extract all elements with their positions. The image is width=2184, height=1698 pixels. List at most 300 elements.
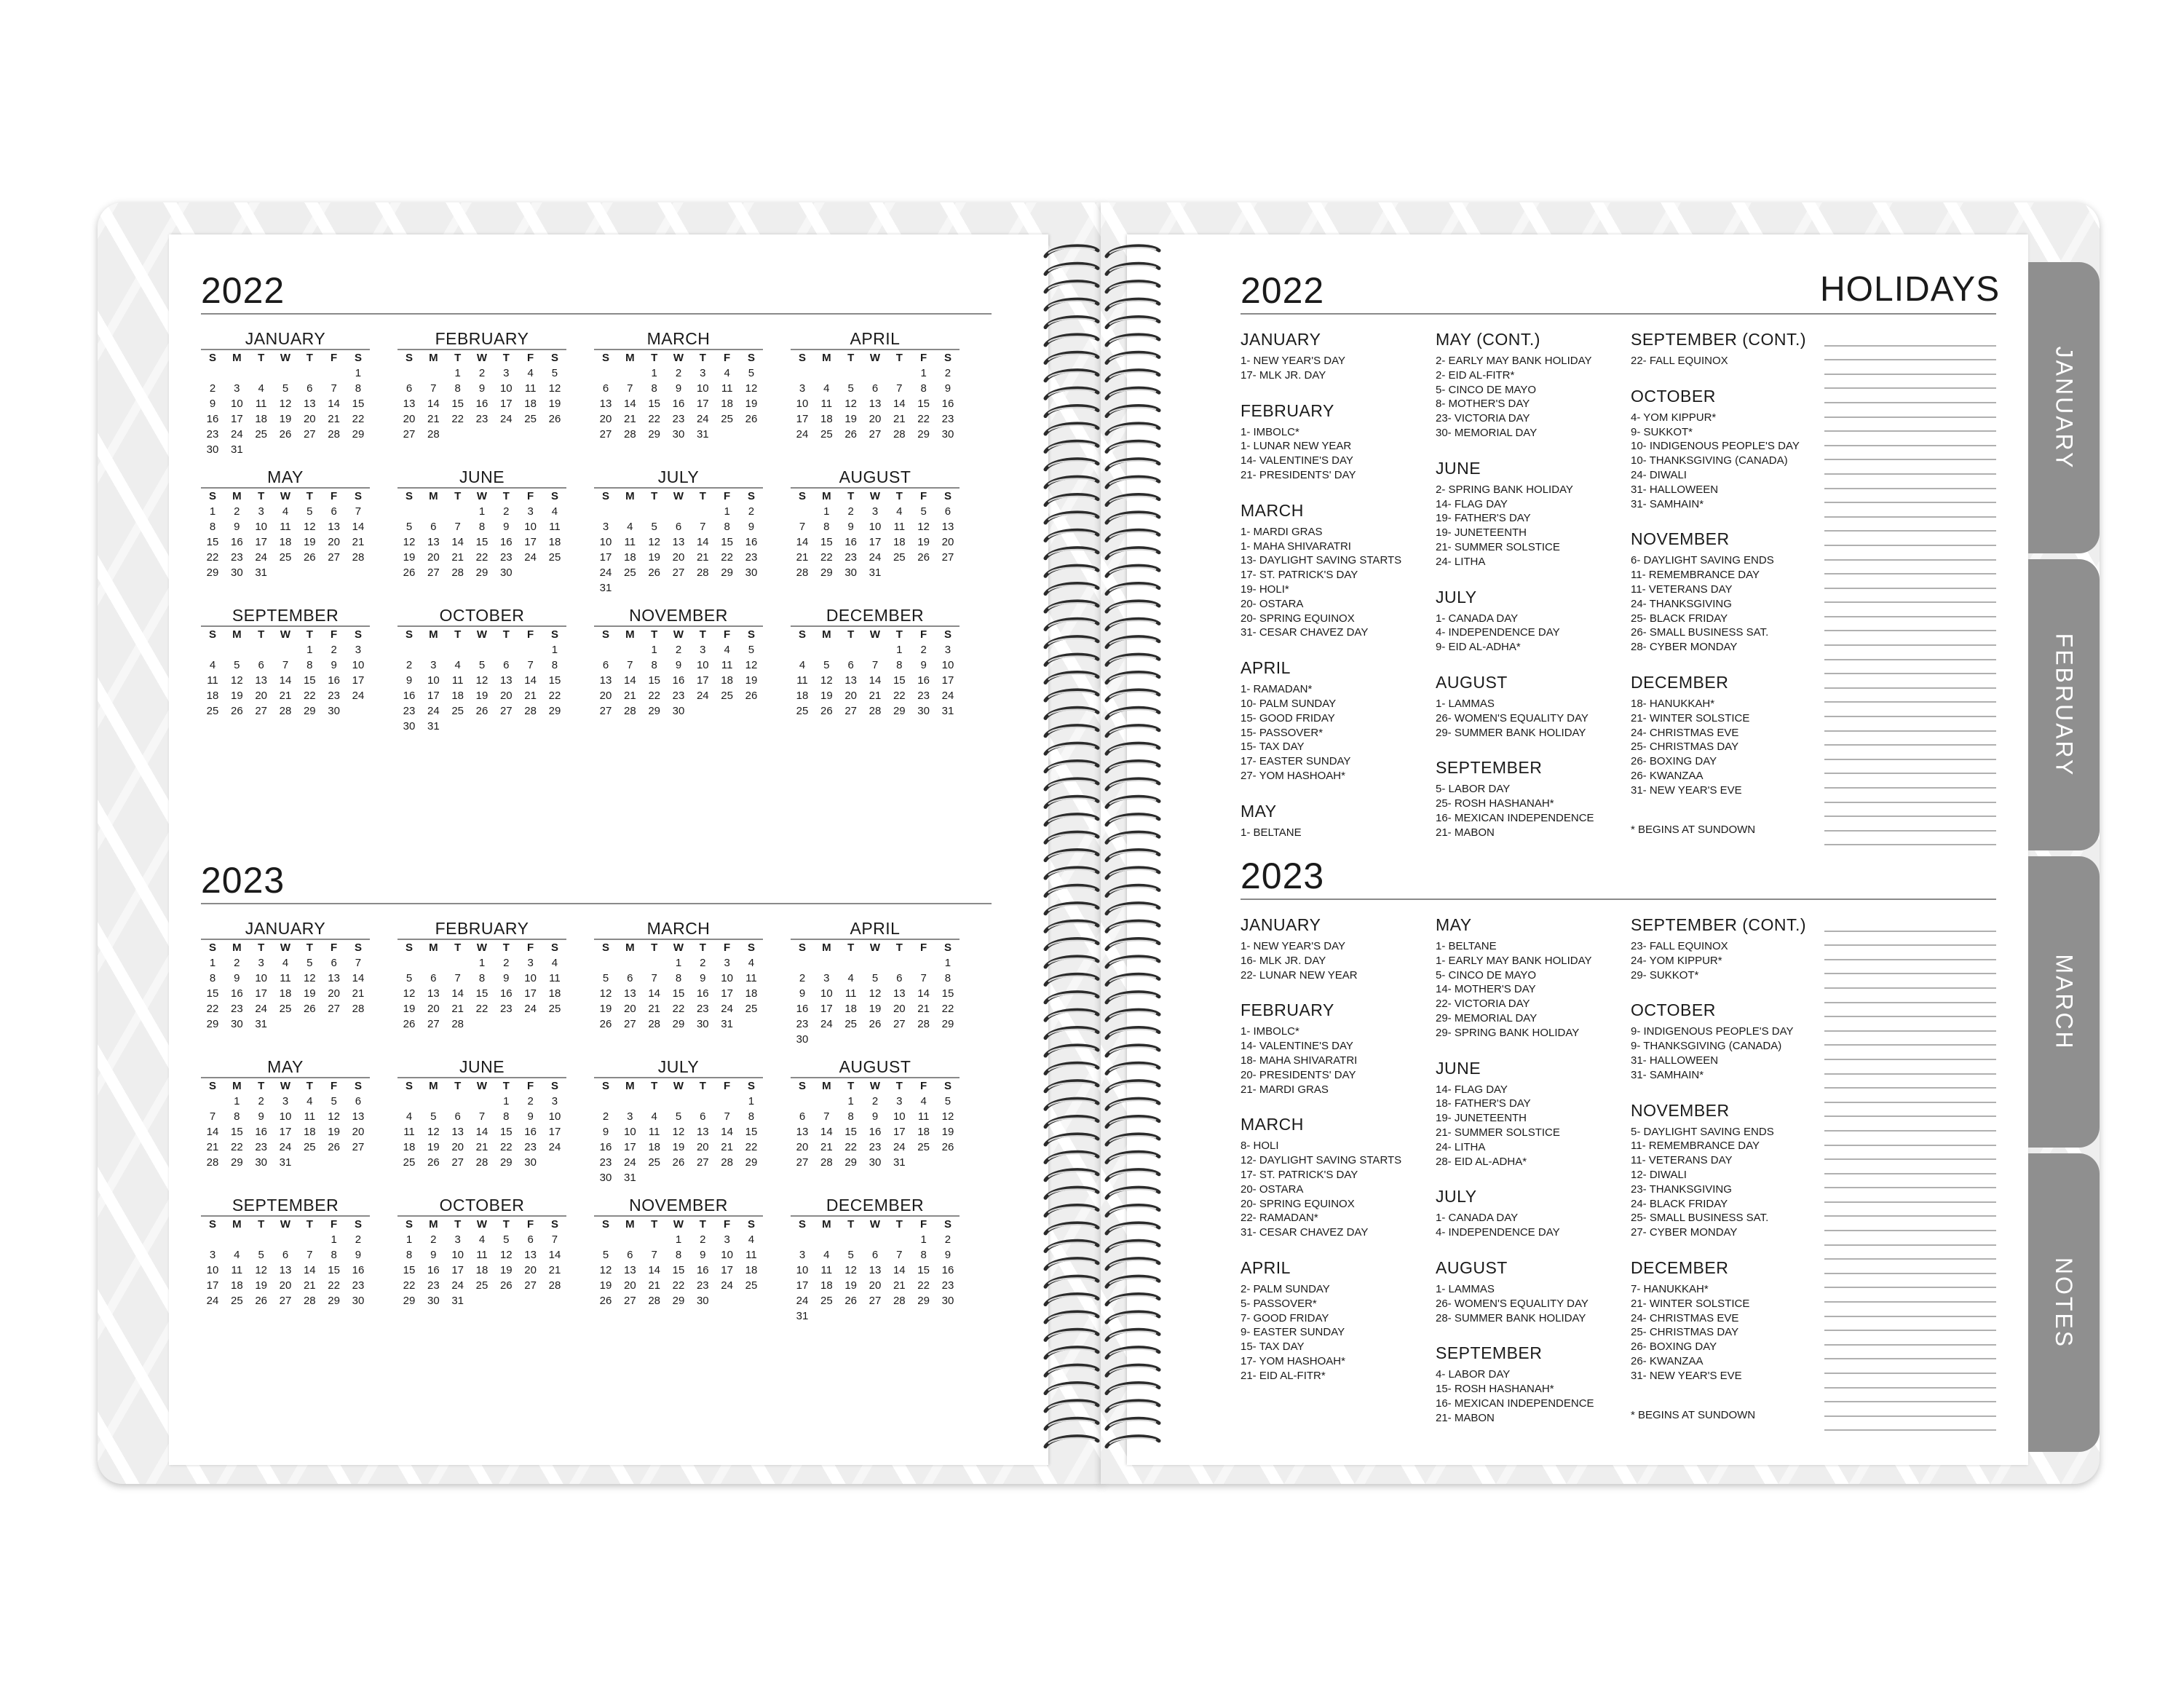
writing-line xyxy=(1824,418,1996,433)
day-number: 22 xyxy=(352,413,365,425)
tab-january[interactable] xyxy=(2028,262,2100,553)
day-number: 2 xyxy=(503,957,510,969)
day-number xyxy=(890,366,908,381)
holiday-item: 2- SPRING BANK HOLIDAY xyxy=(1436,483,1573,496)
writing-line xyxy=(1824,1032,1996,1046)
day-number: 4 xyxy=(306,1095,313,1107)
day-number xyxy=(400,1094,418,1109)
day-number: 23 xyxy=(403,705,416,717)
day-number: 30 xyxy=(427,1295,440,1307)
day-number: 1 xyxy=(454,367,461,379)
day-number: 24 xyxy=(255,551,267,564)
weekday-letter: W xyxy=(476,1080,488,1092)
day-number: 24 xyxy=(893,1141,906,1153)
holiday-item: 2- EID AL-FITR* xyxy=(1436,368,1515,382)
day-number: 13 xyxy=(844,674,857,687)
day-number: 10 xyxy=(696,382,709,395)
day-number: 22 xyxy=(820,551,833,564)
weekday-letter: W xyxy=(476,941,488,954)
holiday-item: 19- HOLI* xyxy=(1241,583,1289,596)
day-number: 24 xyxy=(255,1003,267,1015)
day-number: 1 xyxy=(331,1233,337,1246)
weekday-header xyxy=(594,350,763,366)
day-number: 7 xyxy=(209,1110,216,1123)
tab-march[interactable] xyxy=(2028,856,2100,1148)
holiday-month-heading: AUGUST xyxy=(1436,1257,1508,1277)
day-number: 21 xyxy=(796,551,809,564)
day-number: 6 xyxy=(430,972,437,984)
day-number: 9 xyxy=(331,659,337,671)
weekday-letter: T xyxy=(258,628,265,641)
day-number: 29 xyxy=(820,566,833,579)
day-number: 17 xyxy=(427,690,440,702)
day-number: 22 xyxy=(206,551,219,564)
day-number: 22 xyxy=(403,1279,416,1292)
day-number: 21 xyxy=(206,1141,219,1153)
writing-line xyxy=(1824,1003,1996,1018)
week-row xyxy=(791,1247,960,1263)
holiday-item: 21- SUMMER SOLSTICE xyxy=(1436,1126,1560,1139)
day-number: 20 xyxy=(623,1003,636,1015)
day-number: 27 xyxy=(427,566,440,579)
day-number: 19 xyxy=(917,536,930,548)
holiday-group xyxy=(1436,672,1625,740)
day-number xyxy=(670,580,687,596)
day-number: 5 xyxy=(478,659,486,671)
day-number xyxy=(621,580,638,596)
week-row xyxy=(201,1094,370,1109)
day-number: 14 xyxy=(475,1126,488,1138)
day-number: 30 xyxy=(672,428,685,441)
month-name: FEBRUARY xyxy=(397,919,566,940)
day-number: 2 xyxy=(234,505,240,518)
weekday-letter: S xyxy=(550,1218,558,1231)
holiday-item: 13- DAYLIGHT SAVING STARTS xyxy=(1241,554,1402,567)
week-row xyxy=(397,519,566,534)
day-number: 30 xyxy=(499,566,513,579)
day-number: 19 xyxy=(303,536,316,548)
day-number: 24 xyxy=(721,1003,733,1015)
day-number: 10 xyxy=(796,1264,809,1276)
week-row xyxy=(201,1278,370,1293)
day-number: 20 xyxy=(451,1141,464,1153)
day-number: 3 xyxy=(258,505,264,518)
writing-line xyxy=(1824,1146,1996,1161)
day-number xyxy=(694,1170,711,1185)
day-number: 26 xyxy=(303,551,316,564)
holiday-item: 1- MAHA SHIVARATRI xyxy=(1241,540,1351,553)
day-number: 28 xyxy=(893,1295,906,1307)
day-number xyxy=(743,703,760,719)
holiday-item: 26- KWANZAA xyxy=(1631,1354,1704,1367)
day-number: 1 xyxy=(209,505,216,518)
day-number: 1 xyxy=(920,367,927,379)
day-number: 18 xyxy=(745,987,758,1000)
day-number: 29 xyxy=(672,1018,685,1030)
weekday-letter: S xyxy=(208,352,216,364)
holiday-item: 30- MEMORIAL DAY xyxy=(1436,426,1538,439)
weekday-letter: T xyxy=(895,1080,903,1092)
spiral-binding xyxy=(1040,240,1171,1464)
holiday-month-heading: JULY xyxy=(1436,1187,1477,1207)
day-number: 7 xyxy=(478,1110,486,1123)
day-number: 16 xyxy=(796,1003,809,1015)
holiday-item: 1- IMBOLC* xyxy=(1241,425,1299,438)
day-number: 4 xyxy=(454,659,461,671)
week-row xyxy=(201,381,370,396)
holiday-item: 16- MLK JR. DAY xyxy=(1241,954,1326,967)
weekday-letter: M xyxy=(822,1080,831,1092)
day-number: 28 xyxy=(352,551,365,564)
day-number: 7 xyxy=(355,957,362,969)
tab-notes[interactable] xyxy=(2028,1153,2100,1452)
writing-line xyxy=(1824,446,1996,461)
holiday-month-heading: MAY (CONT.) xyxy=(1436,330,1540,349)
week-row xyxy=(397,1140,566,1155)
weekday-header xyxy=(201,940,370,955)
day-number: 19 xyxy=(745,398,758,410)
month-name: JUNE xyxy=(397,1057,566,1078)
day-number xyxy=(277,642,294,658)
day-number: 6 xyxy=(405,382,413,395)
writing-line xyxy=(1824,774,1996,789)
day-number xyxy=(253,642,270,658)
day-number: 25 xyxy=(524,413,537,425)
day-number: 3 xyxy=(527,505,534,518)
holiday-month-heading: MARCH xyxy=(1241,1115,1304,1134)
weekday-letter: T xyxy=(651,941,658,954)
day-number: 8 xyxy=(478,521,486,533)
week-row xyxy=(791,396,960,411)
day-number: 10 xyxy=(451,1249,464,1261)
day-number: 8 xyxy=(920,382,927,395)
holiday-item: 24- LITHA xyxy=(1436,1140,1486,1153)
day-number: 12 xyxy=(328,1110,340,1123)
weekday-letter: T xyxy=(454,352,462,364)
holiday-item: 21- SUMMER SOLSTICE xyxy=(1436,540,1560,553)
day-number: 5 xyxy=(282,382,289,395)
day-number: 11 xyxy=(207,674,218,687)
day-number: 21 xyxy=(696,551,709,564)
day-number xyxy=(719,1170,736,1185)
holiday-item: 24- CHRISTMAS EVE xyxy=(1631,1311,1739,1324)
day-number xyxy=(424,1094,442,1109)
holiday-group xyxy=(1436,1058,1625,1169)
day-number xyxy=(670,1170,687,1185)
week-row xyxy=(397,1247,566,1263)
day-number: 3 xyxy=(871,505,879,518)
day-number: 1 xyxy=(748,1095,755,1107)
day-number xyxy=(842,1032,860,1047)
month-name: SEPTEMBER xyxy=(201,1196,370,1217)
writing-lines xyxy=(1824,332,1996,845)
day-number: 3 xyxy=(896,1095,903,1107)
day-number: 16 xyxy=(696,987,709,1000)
day-number: 9 xyxy=(209,398,216,410)
holiday-item: 26- WOMEN'S EQUALITY DAY xyxy=(1436,711,1588,724)
holiday-item: 4- YOM KIPPUR* xyxy=(1631,411,1717,424)
day-number: 14 xyxy=(917,987,930,1000)
weekday-letter: F xyxy=(331,1080,338,1092)
week-row xyxy=(791,519,960,534)
holiday-group xyxy=(1436,757,1625,840)
day-number: 22 xyxy=(230,1141,243,1153)
weekday-letter: F xyxy=(331,941,338,954)
day-number: 27 xyxy=(427,1018,440,1030)
holiday-year-title-2022: 2022 xyxy=(1241,270,1325,311)
day-number: 28 xyxy=(548,1279,561,1292)
holiday-month-heading: JULY xyxy=(1436,587,1477,607)
holiday-item: 22- VICTORIA DAY xyxy=(1436,998,1530,1011)
weekday-letter: W xyxy=(673,1218,684,1231)
day-number: 22 xyxy=(648,413,660,425)
day-number: 13 xyxy=(623,1264,636,1276)
holiday-item: 31- HALLOWEEN xyxy=(1631,483,1719,496)
day-number: 6 xyxy=(896,972,903,984)
holiday-item: 22- LUNAR NEW YEAR xyxy=(1241,968,1358,982)
day-number: 14 xyxy=(451,536,464,548)
day-number: 13 xyxy=(328,972,340,984)
day-number: 7 xyxy=(551,1233,558,1246)
month-september xyxy=(201,1196,370,1308)
day-number: 23 xyxy=(745,551,758,564)
holiday-month-heading: SEPTEMBER xyxy=(1436,1343,1543,1363)
writing-line xyxy=(1824,603,1996,617)
day-number: 23 xyxy=(427,1279,440,1292)
day-number: 15 xyxy=(230,1126,243,1138)
day-number: 23 xyxy=(941,1279,954,1292)
day-number xyxy=(424,366,442,381)
writing-line xyxy=(1824,1075,1996,1089)
week-row xyxy=(594,1232,763,1247)
day-number: 17 xyxy=(206,1279,219,1292)
day-number: 27 xyxy=(623,1018,636,1030)
day-number: 24 xyxy=(696,413,709,425)
holiday-month-heading: NOVEMBER xyxy=(1631,529,1730,549)
day-number: 23 xyxy=(869,1141,882,1153)
day-number: 2 xyxy=(799,972,806,984)
day-number: 15 xyxy=(499,1126,513,1138)
weekday-letter: T xyxy=(699,941,706,954)
writing-line xyxy=(1824,1274,1996,1289)
day-number: 9 xyxy=(799,987,806,1000)
day-number: 30 xyxy=(869,1156,882,1169)
day-number: 2 xyxy=(944,1233,951,1246)
week-row xyxy=(201,1016,370,1032)
day-number xyxy=(866,1308,884,1324)
day-number: 10 xyxy=(352,659,365,671)
month-july xyxy=(594,1057,763,1185)
day-number: 3 xyxy=(430,659,437,671)
day-number: 31 xyxy=(893,1156,906,1169)
day-number: 24 xyxy=(427,705,440,717)
holiday-month-heading: FEBRUARY xyxy=(1241,1000,1334,1020)
month-name: SEPTEMBER xyxy=(201,606,370,627)
year-rule xyxy=(201,903,992,904)
writing-line xyxy=(1824,974,1996,989)
day-number: 25 xyxy=(303,1141,316,1153)
day-number: 23 xyxy=(696,1003,709,1015)
day-number: 25 xyxy=(721,413,733,425)
day-number xyxy=(277,366,294,381)
writing-line xyxy=(1824,1374,1996,1389)
day-number xyxy=(597,504,614,519)
week-row xyxy=(791,971,960,986)
day-number xyxy=(277,442,294,457)
holiday-item: 24- THANKSGIVING xyxy=(1631,597,1732,610)
day-number: 8 xyxy=(847,1110,854,1123)
weekday-letter: W xyxy=(476,1218,488,1231)
day-number: 29 xyxy=(721,566,733,579)
day-number: 30 xyxy=(328,705,340,717)
holiday-month-heading: SEPTEMBER (CONT.) xyxy=(1631,330,1807,349)
day-number xyxy=(818,1308,835,1324)
day-number xyxy=(424,504,442,519)
weekday-letter: M xyxy=(625,1080,635,1092)
holiday-item: 21- WINTER SOLSTICE xyxy=(1631,1297,1750,1310)
writing-line xyxy=(1824,803,1996,818)
month-may xyxy=(201,1057,370,1170)
weekday-letter: T xyxy=(847,628,855,641)
day-number: 3 xyxy=(209,1249,216,1261)
holiday-item: 19- JUNETEENTH xyxy=(1436,526,1527,540)
week-row xyxy=(791,986,960,1001)
holiday-item: 5- CINCO DE MAYO xyxy=(1436,383,1537,396)
day-number: 16 xyxy=(672,674,685,687)
holiday-group xyxy=(1631,672,1820,798)
holiday-item: 20- SPRING EQUINOX xyxy=(1241,1197,1355,1210)
weekday-letter: S xyxy=(747,628,755,641)
day-number xyxy=(497,427,515,442)
day-number: 13 xyxy=(451,1126,464,1138)
day-number: 24 xyxy=(796,428,809,441)
day-number: 1 xyxy=(675,1233,682,1246)
week-row xyxy=(791,411,960,427)
holiday-item: 9- INDIGENOUS PEOPLE'S DAY xyxy=(1631,1025,1794,1038)
day-number xyxy=(301,1155,318,1170)
tab-february[interactable] xyxy=(2028,559,2100,850)
day-number: 7 xyxy=(355,505,362,518)
day-number: 11 xyxy=(745,972,757,984)
weekday-letter: S xyxy=(943,1218,951,1231)
day-number: 4 xyxy=(551,505,558,518)
weekday-letter: W xyxy=(673,1080,684,1092)
day-number: 7 xyxy=(454,972,461,984)
day-number: 30 xyxy=(524,1156,537,1169)
week-row xyxy=(594,1155,763,1170)
writing-line xyxy=(1824,832,1996,846)
day-number xyxy=(497,1293,515,1308)
day-number: 29 xyxy=(648,705,660,717)
day-number: 26 xyxy=(255,1295,267,1307)
day-number xyxy=(253,442,270,457)
day-number: 27 xyxy=(328,551,340,564)
weekday-letter: T xyxy=(454,941,462,954)
day-number: 29 xyxy=(917,1295,930,1307)
day-number: 23 xyxy=(499,1003,513,1015)
week-row xyxy=(201,396,370,411)
day-number: 14 xyxy=(869,674,882,687)
day-number: 13 xyxy=(599,674,612,687)
day-number xyxy=(915,955,933,971)
day-number: 9 xyxy=(602,1126,609,1138)
holiday-month-heading: AUGUST xyxy=(1436,672,1508,692)
weekday-letter: W xyxy=(280,628,291,641)
day-number: 10 xyxy=(721,1249,733,1261)
day-number xyxy=(228,1232,245,1247)
day-number: 4 xyxy=(551,957,558,969)
day-number: 4 xyxy=(823,382,830,395)
day-number: 6 xyxy=(454,1110,461,1123)
week-row xyxy=(594,1278,763,1293)
day-number: 28 xyxy=(869,705,882,717)
day-number: 6 xyxy=(944,505,951,518)
day-number: 5 xyxy=(503,1233,510,1246)
holiday-group xyxy=(1241,500,1430,640)
holiday-column xyxy=(1631,329,1820,816)
writing-line xyxy=(1824,1346,1996,1360)
day-number: 9 xyxy=(944,382,951,395)
weekday-letter: T xyxy=(502,352,510,364)
day-number: 22 xyxy=(917,413,930,425)
day-number: 5 xyxy=(675,1110,682,1123)
week-row xyxy=(397,1278,566,1293)
weekday-letter: T xyxy=(847,1080,855,1092)
writing-line xyxy=(1824,360,1996,375)
day-number: 20 xyxy=(499,690,513,702)
holiday-group xyxy=(1631,1100,1820,1240)
weekday-letter: T xyxy=(651,1218,658,1231)
holiday-item: 18- FATHER'S DAY xyxy=(1436,1097,1531,1110)
week-row xyxy=(201,1247,370,1263)
day-number: 14 xyxy=(352,972,365,984)
day-number: 17 xyxy=(893,1126,906,1138)
day-number xyxy=(670,1094,687,1109)
week-row xyxy=(594,1170,763,1185)
weekday-letter: F xyxy=(724,1218,731,1231)
day-number: 12 xyxy=(648,536,660,548)
day-number: 4 xyxy=(724,644,730,656)
day-number: 16 xyxy=(941,398,954,410)
holiday-item: 2- PALM SUNDAY xyxy=(1241,1282,1330,1295)
weekday-letter: M xyxy=(822,941,831,954)
holiday-item: 21- EID AL-FITR* xyxy=(1241,1369,1326,1382)
holiday-group xyxy=(1436,329,1625,441)
day-number: 21 xyxy=(279,690,292,702)
holiday-item: 1- LAMMAS xyxy=(1436,697,1495,710)
day-number: 11 xyxy=(820,398,833,410)
writing-line xyxy=(1824,1132,1996,1146)
day-number: 25 xyxy=(206,705,219,717)
weekday-letter: T xyxy=(699,628,706,641)
weekday-header xyxy=(201,627,370,642)
weekday-letter: S xyxy=(798,352,806,364)
day-number: 31 xyxy=(255,1018,267,1030)
day-number xyxy=(301,1232,318,1247)
day-number: 14 xyxy=(451,987,464,1000)
writing-line xyxy=(1824,532,1996,546)
holiday-rule xyxy=(1241,899,1996,900)
writing-line xyxy=(1824,917,1996,932)
day-number: 29 xyxy=(672,1295,685,1307)
month-january xyxy=(201,329,370,457)
day-number: 17 xyxy=(623,1141,636,1153)
weekday-header xyxy=(594,1217,763,1232)
weekday-header xyxy=(791,940,960,955)
day-number: 8 xyxy=(651,659,657,671)
holiday-item: 1- IMBOLC* xyxy=(1241,1025,1299,1038)
day-number: 9 xyxy=(405,674,413,687)
